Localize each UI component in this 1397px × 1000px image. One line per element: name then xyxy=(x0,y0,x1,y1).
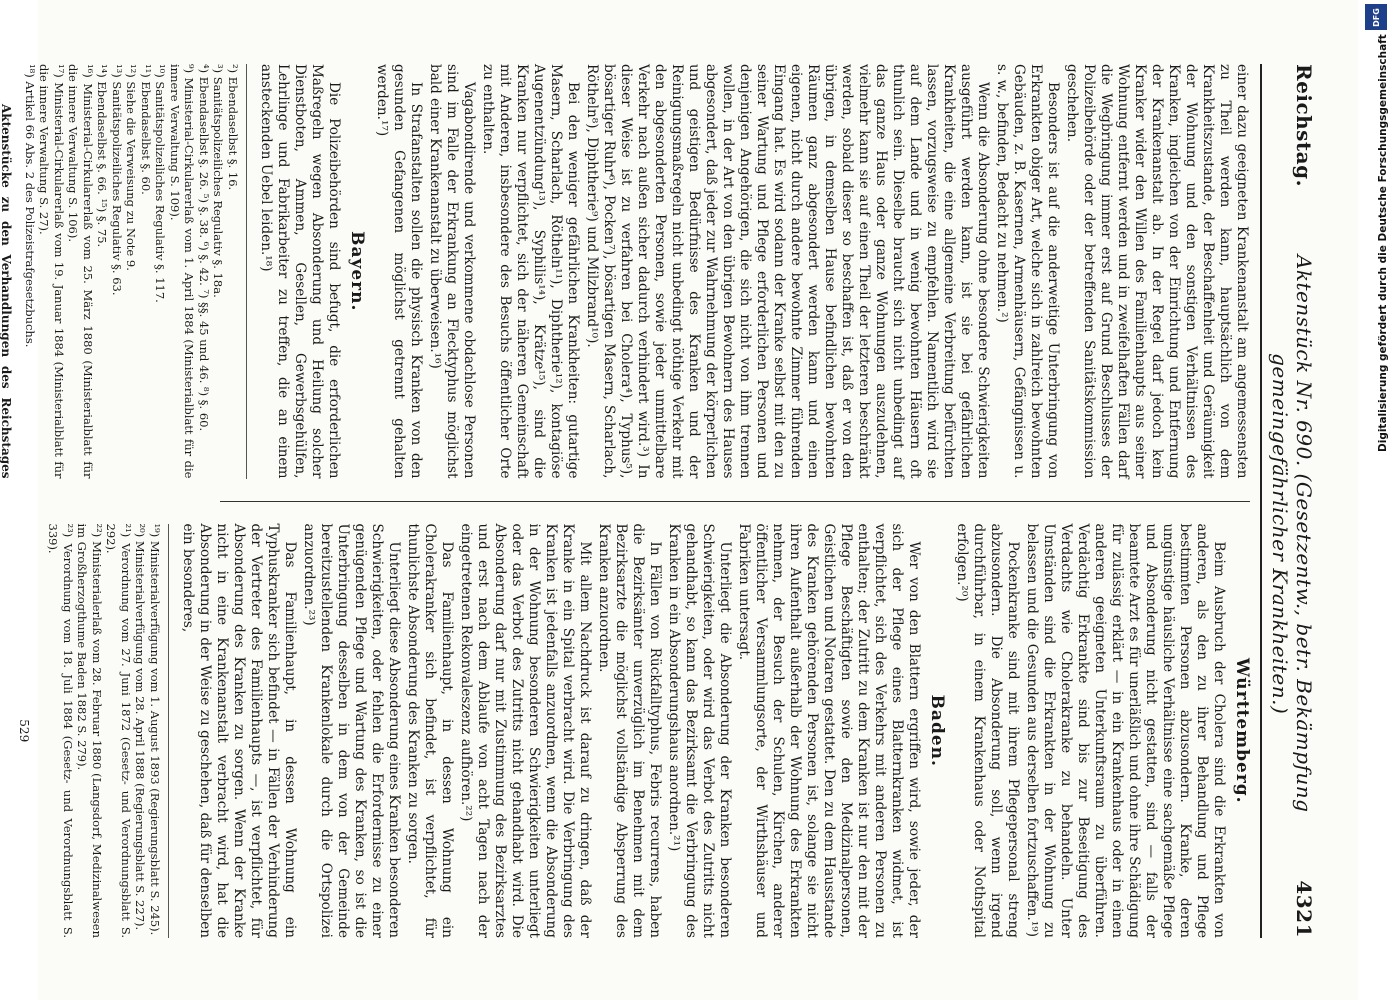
paragraph: Die Polizeibehörden sind befugt, die erforderlichen Maßregeln wegen Absonderung und Heilung solcher Dienstboten, Ammen, Gesellen, Gewerbsgehülfen, Lehrlinge und Fabrikarbeiter zu treffen, die an einem ansteckenden Uebel leiden.¹⁸) xyxy=(258,64,342,479)
digitization-credit: Digitalisierung gefördert durch die Deutsche Forschungsgemeinschaft xyxy=(1377,34,1389,452)
footnotes-left xyxy=(23,64,248,479)
paragraph: Besonders ist auf die anderweitige Unterbringung von Erkrankten obiger Art, welche sich in zahlreich bewohnten Gebäuden, z. B. Kasernen, Armenhäusern, Gefängnissen u. s. w., befinden, Bedacht zu nehmen.²) xyxy=(994,64,1061,479)
footnote: ²²) Ministerialerlaß vom 28. Februar 1880 (Langsdorf, Medizinalwesen im Großherzogthume Baden 1882 S. 279). xyxy=(75,523,104,938)
footnote: ¹⁶) Ministerial-Cirkularerlaß vom 25. März 1880 (Ministerialblatt für die innere Verwaltung S. 106). xyxy=(66,64,95,479)
section-heading-wuerttemberg: Württemberg. xyxy=(1232,657,1252,804)
digitization-sidebar xyxy=(1365,0,1393,1000)
footnote: ¹⁷) Ministerial-Cirkularerlaß vom 19. Januar 1884 (Ministerialblatt für die innere Verwaltung S. 27). xyxy=(37,64,66,479)
footnote: ¹¹) Ebendaselbst §. 60. xyxy=(139,64,153,195)
footnote: ¹⁸) Artikel 66 Abs. 2 des Polizeistrafgesetzbuchs. xyxy=(23,64,37,348)
footnote: ²⁰) Ministerialverfügung vom 28. April 1888 (Regierungsblatt S. 227). xyxy=(133,523,148,931)
footnote: ³) Sanitätspolizeiliches Regulativ §. 18a. xyxy=(211,64,226,298)
page-header xyxy=(1260,64,1316,938)
paragraph: einer dazu geeigneten Krankenanstalt am angemessensten zu Theil werden kann, hauptsächlich von dem Krankheitszustande, der Beschaffenheit und Geräumigkeit der Wohnung und den sonstigen Verhältnissen des Kranken, ingleichen von der Einrichtung und Entfernung der Krankenanstalt ab. In der Regel darf jedoch kein Kranker wider den Willen des Familienhaupts aus seiner Wohnung entfernt werden und in zweifelhaften Fällen darf die Wegbringung immer erst auf Grund Beschlusses der Polizeibehörde oder der betreffenden Sanitätskommission geschehen. xyxy=(1064,64,1250,479)
header-reichstag: Reichstag. xyxy=(1292,64,1316,188)
footnote: ¹²) Siehe die Verweisung zu Note 9. xyxy=(124,64,139,271)
footnote: ¹⁴) Ebendaselbst §. 66. ¹⁵) §. 75. xyxy=(95,64,110,248)
dfg-logo-text: DFG xyxy=(1371,7,1381,27)
paragraph: Wenn die Absonderung ohne besondere Schwierigkeiten ausgeführt werden kann, ist sie bei gefährlichen Krankheiten, die eine allgemeine Verbreitung befürchten lassen, vorzugsweise zu empfehlen. Namentlich wird sie auf dem Lande und in wenig bewohnten Häusern oft thunlich sein. Dieselbe braucht sich nicht unbedingt auf das ganze Haus oder ganze Wohnungen auszudehnen, vielmehr kann sie auf einen Theil der letzteren beschränkt werden, sobald dieser so beschaffen ist, daß er von den übrigen, in demselben Hause befindlichen bewohnten Räumen ganz abgesondert werden kann und einen eigenen, nicht durch andere bewohnte Zimmer führenden Eingang hat. Es wird sodann der Kranke selbst mit den zu seiner Wartung und Pflege erforderlichen Personen und denjenigen Angehörigen, die sich nicht von ihm trennen wollen, in der Art von den übrigen Bewohnern des Hauses abgesondert, daß jeder zur Wahrnehmung der körperlichen und geistigen Bedürfnisse des Kranken und der Reinigungsmaßregeln nicht unbedingt nöthige Verkehr mit den abgesonderten Personen, sowie jeder unmittelbare Verkehr nach außen sicher dadurch verhindert wird.³) In dieser Weise ist zu verfahren bei Cholera⁴), Typhus⁵), bösartiger Ruhr⁶), Pocken⁷), bösartigen Masern, Scharlach, Rötheln⁸), Diphtherie⁹) und Milzbrand¹⁰). xyxy=(584,64,991,479)
text-columns xyxy=(0,64,1252,938)
paragraph: Unterliegt die Absonderung der Kranken besonderen Schwierigkeiten, oder wird das Verbot des Zutritts nicht gehandhabt, so kann das Bezirksamt die Verbringung des Kranken in ein Absonderungshaus anordnen.²¹) xyxy=(666,523,733,938)
footnote: ²³) Verordnung vom 18. Juli 1884 (Gesetz- und Verordnungsblatt S. 339). xyxy=(46,523,75,938)
header-title: Aktenstück Nr. 690. (Gesetzentw., betr. Bekämpfung gemeingefährlicher Krankheiten.) xyxy=(1268,254,1316,813)
paragraph: Das Familienhaupt, in dessen Wohnung ein Cholerakranker sich befindet, ist verpflichtet, für thunlichste Absonderung des Kranken zu sorgen. xyxy=(405,523,455,938)
paragraph: Bei den weniger gefährlichen Krankheiten: gutartige Masern, Scharlach, Rötheln¹¹), Diphtherie¹²), kontagiöse Augenentzündung¹³), Syphilis¹⁴), Krätze¹⁵), sind die Kranken nur verpflichtet, sich der näheren Gemeinschaft mit Anderen, insbesondere des Besuchs öffentlicher Orte zu enthalten. xyxy=(480,64,581,479)
paragraph: Pockenkranke sind mit ihrem Pflegepersonal streng abzusondern. Die Absonderung soll, wenn irgend durchführbar, in einem Krankenhaus oder Nothspital erfolgen.²⁰) xyxy=(954,523,1021,938)
paragraph: Vagabondirende und verkommene obdachlose Personen sind im Falle der Erkrankung an Flecktyphus möglichst bald einer Krankenanstalt zu überweisen.¹⁶) xyxy=(427,64,477,479)
footnote: ⁴) Ebendaselbst §. 26. ⁵) §. 38. ⁶) §. 42. ⁷) §§. 45 und 46. ⁸) §. 60. xyxy=(197,64,211,432)
page-footer: Aktenstücke zu den Verhandlungen des Reichstages xyxy=(0,104,14,479)
footnote: ¹⁹) Ministerialverfügung vom 1. August 1893 (Regierungsblatt S. 245). xyxy=(148,523,162,936)
paragraph: Das Familienhaupt, in dessen Wohnung ein Typhuskranker sich befindet — in Fällen der Verhinderung der Vertreter des Familienhaupts —, ist verpflichtet, für Absonderung des Kranken zu sorgen. Wenn der Kranke nicht in eine Krankenanstalt verbracht wird, hat die Absonderung in der Weise zu geschehen, daß für denselben ein besonderes, xyxy=(180,523,298,938)
dfg-logo-icon xyxy=(1365,4,1387,30)
header-page-number: 4321 xyxy=(1292,880,1316,938)
right-column xyxy=(17,523,1252,939)
paragraph: In Strafanstalten sollen die physisch Kranken von den gesunden Gefangenen möglichst getrennt gehalten werden.¹⁷) xyxy=(374,64,424,479)
footnote: ¹³) Sanitätspolizeiliches Regulativ §. 63. xyxy=(110,64,124,296)
page-number: 529 xyxy=(17,719,31,743)
footnote: ²¹) Verordnung vom 27. Juni 1872 (Gesetz- und Verordnungsblatt S. 292). xyxy=(104,523,133,938)
footnote: ¹⁰) Sanitätspolizeiliches Regulativ §. 117. xyxy=(153,64,168,303)
section-heading-bayern: Bayern. xyxy=(347,231,367,312)
paragraph: Unterliegt diese Absonderung eines Kranken besonderen Schwierigkeiten, oder fehlen die Erfordernisse zu einer genügenden Pflege und Wartung des Kranken, so ist die Unterbringung desselben in dem von der Gemeinde bereitzustellenden Krankenlokale durch die Ortspolizei anzuordnen.²³) xyxy=(301,523,402,938)
footnote: ⁹) Ministerial-Cirkularerlaß vom 1. April 1884 (Ministerialblatt für die innere Verwaltung S. 109). xyxy=(168,64,197,479)
paragraph: Beim Ausbruch der Cholera sind die Erkrankten von anderen, als den zu ihrer Behandlung und Pflege bestimmten Personen abzusondern. Kranke, deren ungünstige häusliche Verhältnisse eine sachgemäße Pflege und Absonderung nicht gestatten, sind — falls der beamtete Arzt es für unerläßlich und ohne ihre Schädigung für zulässig erklärt — in ein Krankenhaus oder in einen anderen geeigneten Unterkunftsraum zu überführen. Verdächtig Erkrankte sind bis zur Beseitigung des Verdachts wie Cholerakranke zu behandeln. Unter Umständen sind die Erkrankten in der Wohnung zu belassen und die Gesunden aus derselben fortzuschaffen.¹⁹) xyxy=(1024,523,1227,938)
footnote: ²) Ebendaselbst §. 16. xyxy=(226,64,240,191)
paragraph: Wer von den Blattern ergriffen wird, sowie jeder, der sich der Pflege eines Blatternkranken widmet, ist verpflichtet, sich des Verkehrs mit anderen Personen zu enthalten; der Zutritt zu dem Kranken ist nur den mit der Pflege Beschäftigten sowie den Medizinalpersonen, Geistlichen und Notaren gestattet. Den zu dem Hausstande des Kranken gehörenden Personen ist, solange sie nicht ihren Aufenthalt außerhalb der Wohnung des Erkrankten nehmen, der Besuch der Schulen, Kirchen, anderer öffentlicher Versammlungsorte, der Wirthshäuser und Fabriken untersagt. xyxy=(736,523,922,938)
paragraph: In Fällen von Rückfalltyphus, Febris recurrens, haben die Bezirksämter unverzüglich im Benehmen mit dem Bezirksarzte die möglichst vollständige Absperrung des Kranken anzuordnen. xyxy=(596,523,663,938)
section-heading-baden: Baden. xyxy=(927,694,947,767)
footnotes-right xyxy=(46,524,169,939)
left-column xyxy=(0,64,1250,479)
column-divider xyxy=(220,501,1250,502)
paragraph: Mit allem Nachdruck ist darauf zu dringen, daß der Kranke in ein Spital verbracht wird. Die Verbringung des Kranken ist jedenfalls anzuordnen, wenn die Absonderung in der Wohnung besonderen Schwierigkeiten unterliegt oder das Verbot des Zutritts nicht gehandhabt wird. Die Absonderung darf nur mit Zustimmung des Bezirksarztes und erst nach dem Ablaufe von acht Tagen nach der eingetretenen Rekonvaleszenz aufhören.²²) xyxy=(458,523,593,938)
